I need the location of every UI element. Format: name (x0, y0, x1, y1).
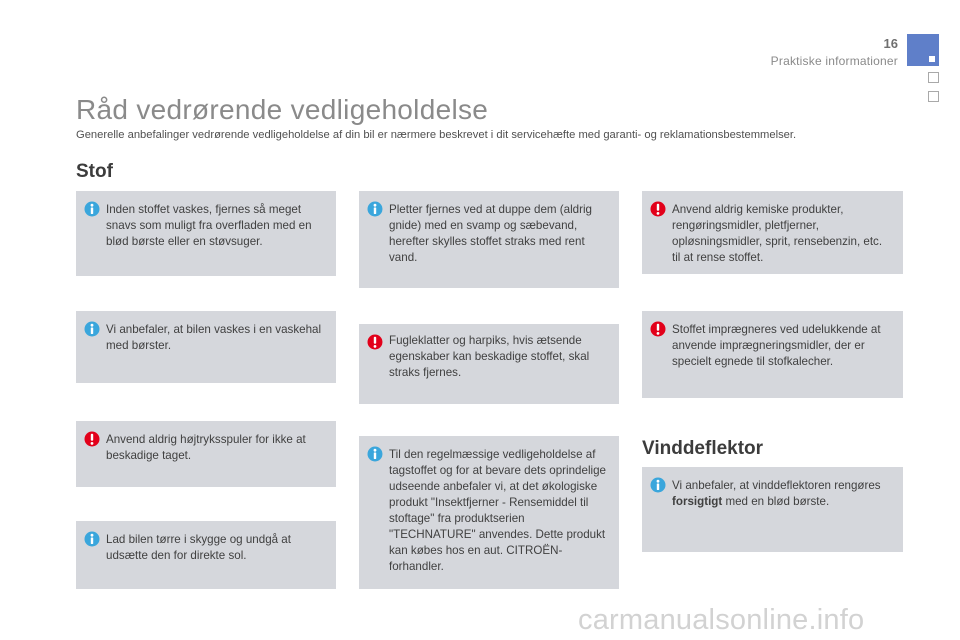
tip-card (359, 191, 619, 288)
tip-card (76, 191, 336, 276)
tip-card (642, 311, 903, 398)
tip-text: Vi anbefaler, at bilen vaskes i en vaskehal med børster. (106, 323, 322, 352)
tip-text-emphasis: forsigtigt (672, 495, 723, 508)
section-tab[interactable] (928, 72, 939, 83)
section-heading-vinddeflektor: Vinddeflektor (642, 438, 764, 459)
tip-card (76, 311, 336, 383)
page-title: Råd vedrørende vedligeholdelse (76, 94, 489, 125)
info-icon (84, 321, 100, 337)
tip-text: Til den regelmæssige vedligeholdelse af tagstoffet og for at bevare dets oprindelige udseende anbefaler vi, at det økologiske produkt "Insektfjerner - Rensemiddel til stoftage" fra produktserien "TECHNATURE" anvendes. Dette produkt kan købes hos en aut. CITROËN-forhandler. (389, 448, 606, 573)
tip-card (642, 467, 903, 552)
warning-icon (367, 334, 383, 350)
tip-card (76, 521, 336, 589)
tip-text-after: med en blød børste. (722, 495, 830, 508)
info-icon (84, 201, 100, 217)
section-tab-active[interactable] (907, 34, 939, 66)
tip-text: Anvend aldrig kemiske produkter, rengøringsmidler, pletfjerner, opløsningsmidler, sprit, rensebenzin, etc. til at rense stoffet. (672, 203, 883, 264)
tip-text: Inden stoffet vaskes, fjernes så meget snavs som muligt fra overfladen med en blød børste eller en støvsuger. (106, 203, 312, 248)
page-number: 16 (883, 36, 898, 51)
tip-text: Anvend aldrig højtryksspuler for ikke at beskadige taget. (106, 433, 306, 462)
warning-icon (84, 431, 100, 447)
tip-text: Fugleklatter og harpiks, hvis ætsende egenskaber kan beskadige stoffet, skal straks fjernes. (389, 334, 590, 379)
warning-icon (650, 321, 666, 337)
page-intro: Generelle anbefalinger vedrørende vedligeholdelse af din bil er nærmere beskrevet i dit servicehæfte med garanti- og reklamationsbestemmelser. (76, 129, 797, 141)
tip-text: Pletter fjernes ved at duppe dem (aldrig gnide) med en svamp og sæbevand, herefter skylles stoffet straks med rent vand. (389, 203, 593, 264)
tip-card (359, 436, 619, 589)
watermark: carmanualsonline.info (578, 604, 865, 636)
info-icon (650, 477, 666, 493)
tip-card (642, 191, 903, 274)
info-icon (367, 201, 383, 217)
tip-text: Stoffet imprægneres ved udelukkende at anvende imprægneringsmidler, der er specielt egnede til stofkalecher. (672, 323, 881, 368)
tip-text (672, 478, 893, 510)
tip-card (76, 421, 336, 487)
section-label: Praktiske informationer (770, 54, 898, 68)
tip-text-before: Vi anbefaler, at vinddeflektoren rengøres (672, 479, 881, 492)
section-tab[interactable] (928, 91, 939, 102)
section-heading-stof: Stof (76, 161, 113, 182)
warning-icon (650, 201, 666, 217)
info-icon (367, 446, 383, 462)
tip-card (359, 324, 619, 404)
tip-text: Lad bilen tørre i skygge og undgå at udsætte den for direkte sol. (106, 533, 291, 562)
info-icon (84, 531, 100, 547)
